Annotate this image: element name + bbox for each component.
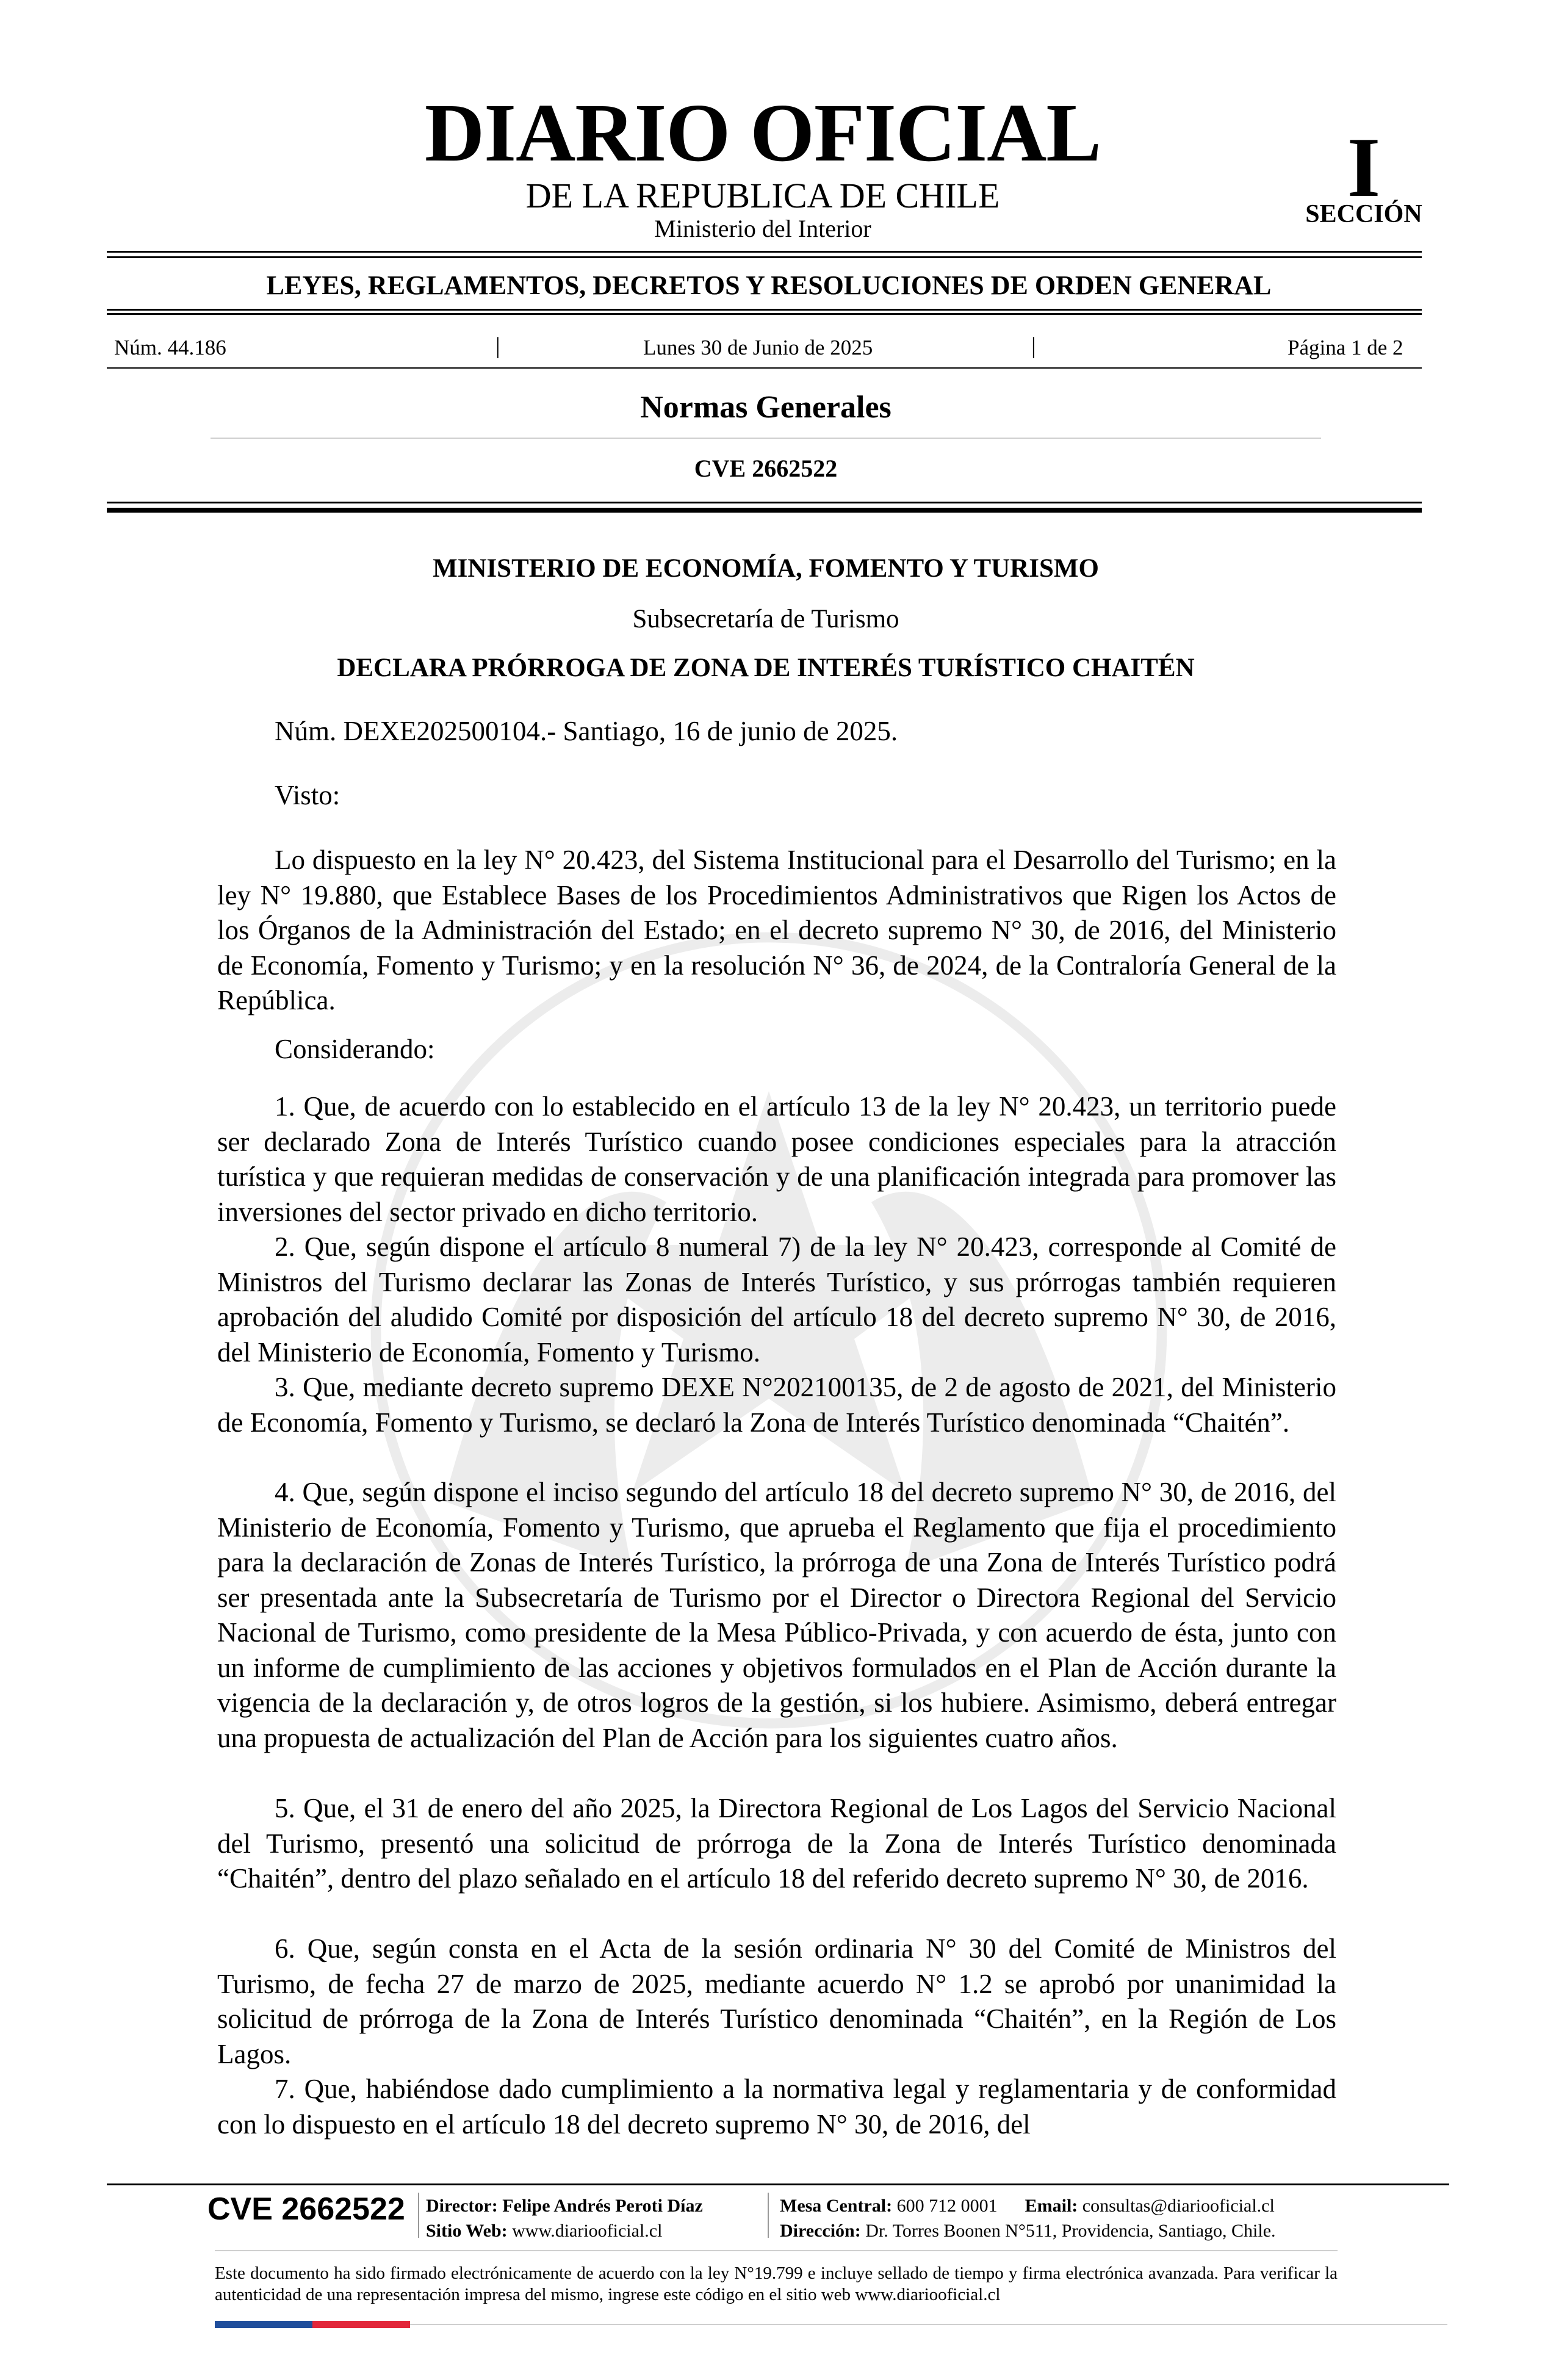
- footer-note-rule: [215, 2250, 1338, 2251]
- considerando-item: 4. Que, según dispone el inciso segundo del artículo 18 del decreto supremo N° 30, de 2016, del Ministerio de Economía, Fomento y Turismo, que aprueba el Reglamento que fija el procedimiento para la declaración de Zonas de Interés Turístico, la prórroga de una Zona de Interés Turístico podrá ser presentada ante la Subsecretaría de Turismo por el Director o Directora Regional del Servicio Nacional de Turismo, como presidente de la Mesa Público-Privada, y con acuerdo de ésta, junto con un informe de cumplimiento de las acciones y objetivos formulados en el Plan de Acción durante la vigencia de la declaración y, de otros logros de la gestión, si los hubiere. Asimismo, deberá entregar una propuesta de actualización del Plan de Acción para los siguientes cuatro años.: [217, 1477, 1336, 1753]
- footer-address: [780, 2222, 1276, 2240]
- director-label: Director:: [426, 2196, 498, 2216]
- considerando-item: 3. Que, mediante decreto supremo DEXE N°202100135, de 2 de agosto de 2021, del Ministerio de Economía, Fomento y Turismo, se declaró la Zona de Interés Turístico denominada “Chaitén”.: [217, 1372, 1336, 1438]
- address-value: Dr. Torres Boonen N°511, Providencia, Santiago, Chile.: [865, 2221, 1276, 2241]
- considerando-item: 7. Que, habiéndose dado cumplimiento a la normativa legal y reglamentaria y de conformidad con lo dispuesto en el artículo 18 del decreto supremo N° 30, de 2016, del: [217, 2074, 1336, 2140]
- footer-director: [426, 2197, 703, 2215]
- footer-cve: CVE 2662522: [207, 2191, 405, 2227]
- mesa-phone: 600 712 0001: [896, 2196, 998, 2216]
- website-label: Sitio Web:: [426, 2221, 508, 2241]
- footer-divider: [768, 2193, 769, 2238]
- masthead-rule-top: [107, 251, 1422, 253]
- considerando-item: 2. Que, según dispone el artículo 8 numeral 7) de la ley N° 20.423, corresponde al Comité de Ministros del Turismo declarar las Zonas de Interés Turístico, y sus prórrogas también requieren aprobación del aludido Comité por disposición del artículo 18 del decreto supremo N° 30, de 2016, del Ministerio de Economía, Fomento y Turismo.: [217, 1231, 1336, 1368]
- document-number: Núm. DEXE202500104.- Santiago, 16 de junio de 2025.: [275, 716, 898, 746]
- email-label: Email:: [1025, 2196, 1078, 2216]
- flag-line: [410, 2324, 1447, 2325]
- flag-stripe-red: [312, 2321, 410, 2328]
- considerando-item: 1. Que, de acuerdo con lo establecido en el artículo 13 de la ley N° 20.423, un territorio puede ser declarado Zona de Interés Turístico cuando posee condiciones especiales para la atracción turística y que requieran medidas de conservación y de una planificación integrada para promover las inversiones del sector privado en dicho territorio.: [217, 1091, 1336, 1227]
- footer-divider: [418, 2193, 419, 2238]
- newspaper-title: DIARIO OFICIAL: [424, 87, 1101, 179]
- considerando-label: Considerando:: [275, 1034, 435, 1064]
- issue-separator: |: [1031, 333, 1036, 359]
- issue-number: Núm. 44.186: [114, 336, 226, 359]
- section-number: I: [1347, 120, 1381, 215]
- band-rule-bottom: [107, 313, 1422, 315]
- issue-separator: |: [495, 333, 500, 359]
- document-title: DECLARA PRÓRROGA DE ZONA DE INTERÉS TURÍSTICO CHAITÉN: [337, 654, 1195, 682]
- visto-label: Visto:: [275, 780, 340, 810]
- band-title: LEYES, REGLAMENTOS, DECRETOS Y RESOLUCIONES DE ORDEN GENERAL: [266, 270, 1272, 300]
- header-rule-thin: [107, 502, 1422, 503]
- document-ministry: MINISTERIO DE ECONOMÍA, FOMENTO Y TURISMO: [433, 554, 1099, 583]
- footer-website: [426, 2222, 662, 2240]
- section-label: SECCIÓN: [1305, 200, 1422, 228]
- newspaper-subtitle: DE LA REPUBLICA DE CHILE: [525, 176, 1000, 215]
- email-link[interactable]: consultas@diariooficial.cl: [1082, 2196, 1275, 2216]
- page-indicator: Página 1 de 2: [1288, 336, 1403, 359]
- issue-rule: [107, 367, 1422, 369]
- section-title: Normas Generales: [640, 390, 891, 425]
- footer-mesa-central: [780, 2197, 1275, 2215]
- band-rule-top: [107, 309, 1422, 311]
- document-subsecretaria: Subsecretaría de Turismo: [632, 605, 899, 633]
- cve-header: CVE 2662522: [694, 455, 838, 482]
- mesa-label: Mesa Central:: [780, 2196, 893, 2216]
- issue-date: Lunes 30 de Junio de 2025: [643, 336, 873, 359]
- header-rule-thick: [107, 508, 1422, 513]
- masthead-rule-bottom: [107, 256, 1422, 258]
- considerando-item: 6. Que, según consta en el Acta de la sesión ordinaria N° 30 del Comité de Ministros del Turismo, de fecha 27 de marzo de 2025, mediante acuerdo N° 1.2 se aprobó por unanimidad la solicitud de prórroga de la Zona de Interés Turístico denominada “Chaitén”, en la Región de Los Lagos.: [217, 1933, 1336, 2069]
- footer-rule: [107, 2183, 1449, 2185]
- address-label: Dirección:: [780, 2221, 861, 2241]
- newspaper-ministry: Ministerio del Interior: [654, 215, 871, 242]
- visto-paragraph: Lo dispuesto en la ley N° 20.423, del Sistema Institucional para el Desarrollo del Turismo; en la ley N° 19.880, que Establece Bases de los Procedimientos Administrativos que Rigen los Actos de los Órganos de la Administración del Estado; en el decreto supremo N° 30, de 2016, del Ministerio de Economía, Fomento y Turismo; y en la resolución N° 36, de 2024, de la Contraloría General de la República.: [217, 845, 1336, 1015]
- section-title-rule: [211, 438, 1321, 439]
- footer-note: Este documento ha sido firmado electrónicamente de acuerdo con la ley N°19.799 e incluye sellado de tiempo y firma electrónica avanzada. Para verificar la autenticidad de una representación impresa del mismo, ingrese este código en el sitio web www.diariooficial.cl: [215, 2263, 1338, 2304]
- director-name: Felipe Andrés Peroti Díaz: [502, 2196, 703, 2216]
- considerando-item: 5. Que, el 31 de enero del año 2025, la Directora Regional de Los Lagos del Servicio Nacional del Turismo, presentó una solicitud de prórroga de la Zona de Interés Turístico denominada “Chaitén”, dentro del plazo señalado en el artículo 18 del referido decreto supremo N° 30, de 2016.: [217, 1793, 1336, 1894]
- flag-stripe-blue: [215, 2321, 312, 2328]
- website-link[interactable]: www.diariooficial.cl: [512, 2221, 663, 2241]
